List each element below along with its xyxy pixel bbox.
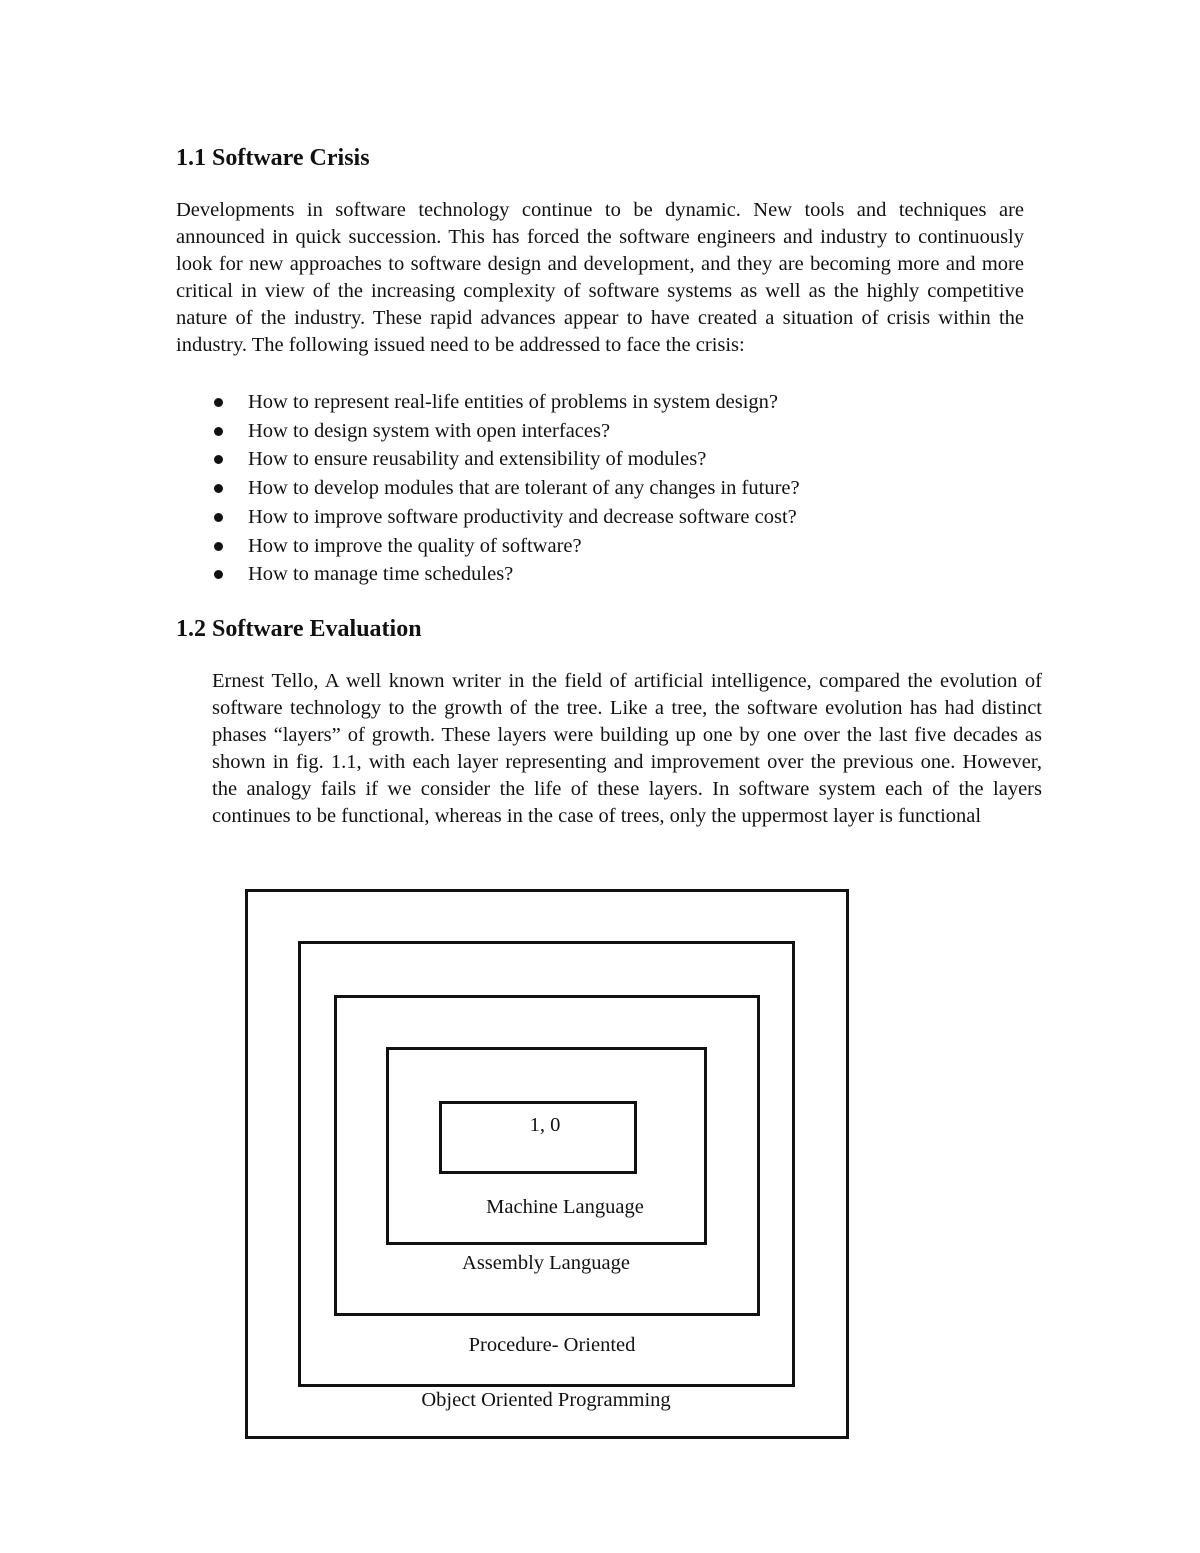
crisis-issues-list: [212, 388, 1032, 589]
assembly-language-label: Assembly Language: [462, 1252, 630, 1274]
machine-language-label: Machine Language: [486, 1196, 644, 1218]
software-evaluation-paragraph: Ernest Tello, A well known writer in the field of artificial intelligence, compared the evolution of software technology to the growth of the tree. Like a tree, the software evolution has had distinct phases “layers” of growth. These layers were building up one by one over the last five decades as shown in fig. 1.1, with each layer representing and improvement over the previous one. However, the analogy fails if we consider the life of these layers. In software system each of the layers continues to be functional, whereas in the case of trees, only the uppermost layer is functional: [212, 670, 1042, 828]
list-item: How to develop modules that are tolerant of any changes in future?: [212, 474, 1032, 503]
section-heading-software-crisis: 1.1 Software Crisis: [176, 145, 370, 171]
core-binary-box: [439, 1101, 637, 1174]
list-item: How to manage time schedules?: [212, 560, 1032, 589]
list-item: How to represent real-life entities of problems in system design?: [212, 388, 1032, 417]
procedure-oriented-label: Procedure- Oriented: [468, 1334, 636, 1356]
core-binary-label: 1, 0: [529, 1114, 561, 1136]
list-item: How to improve the quality of software?: [212, 532, 1032, 561]
bullet-icon: [214, 542, 223, 551]
section-heading-software-evaluation: 1.2 Software Evaluation: [176, 616, 422, 642]
bullet-icon: [214, 570, 223, 579]
list-item: How to design system with open interfaces?: [212, 417, 1032, 446]
bullet-icon: [214, 513, 223, 522]
bullet-icon: [214, 398, 223, 407]
software-crisis-paragraph: Developments in software technology continue to be dynamic. New tools and techniques are announced in quick succession. This has forced the software engineers and industry to continuously look for new approaches to software design and development, and they are becoming more and more critical in view of the increasing complexity of software systems as well as the highly competitive nature of the industry. These rapid advances appear to have created a situation of crisis within the industry. The following issued need to be addressed to face the crisis:: [176, 199, 1024, 357]
bullet-icon: [214, 455, 223, 464]
list-item: How to ensure reusability and extensibility of modules?: [212, 445, 1032, 474]
bullet-icon: [214, 427, 223, 436]
list-item: How to improve software productivity and decrease software cost?: [212, 503, 1032, 532]
bullet-icon: [214, 484, 223, 493]
oop-label: Object Oriented Programming: [421, 1389, 671, 1411]
